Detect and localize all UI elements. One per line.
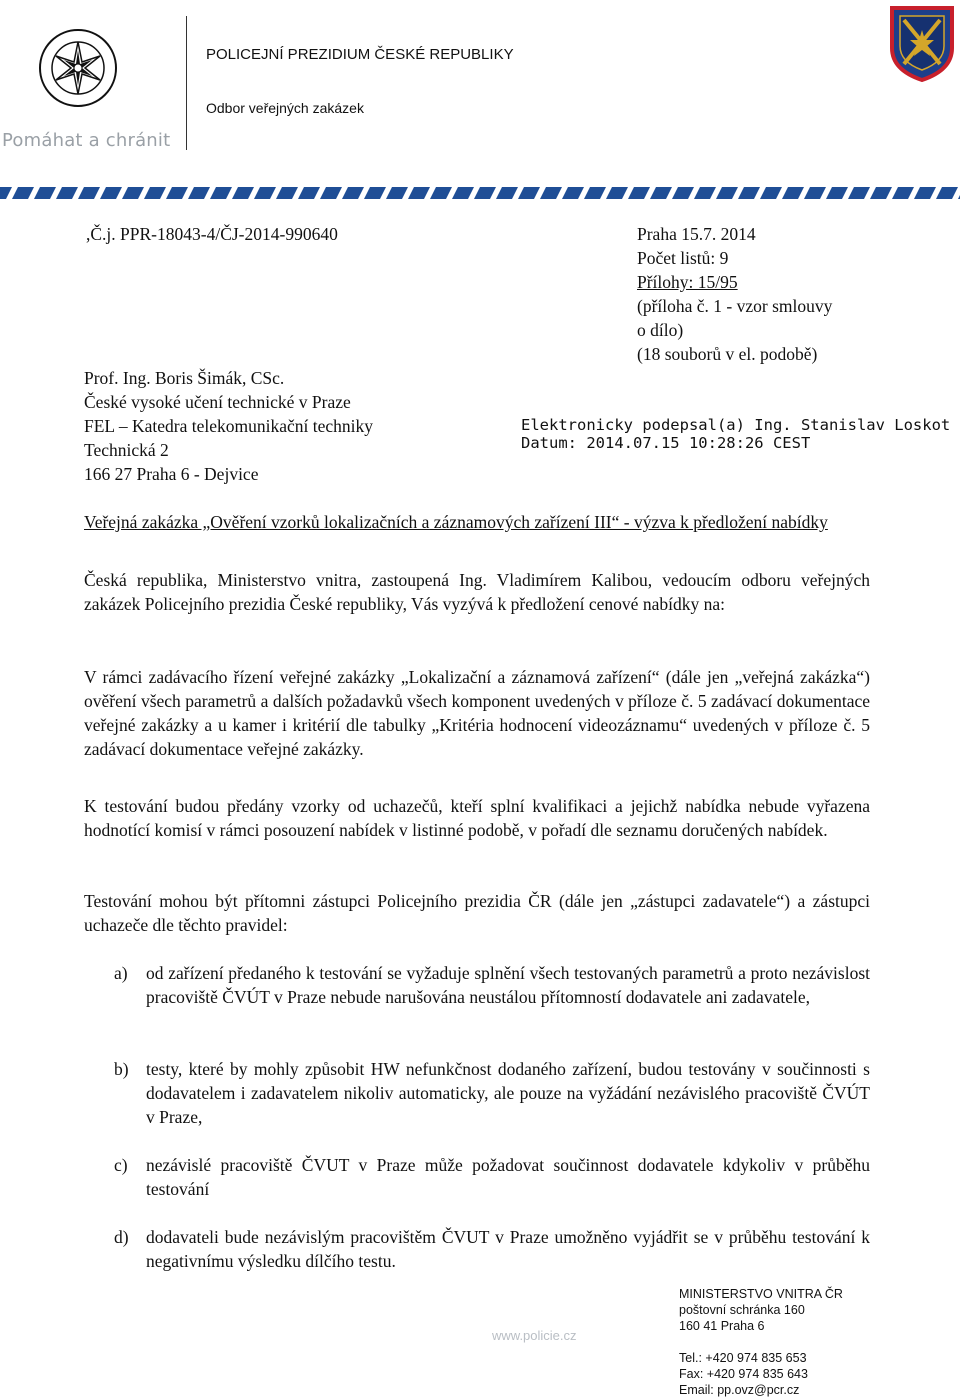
stripe-segment bbox=[452, 187, 474, 199]
recipient-name: Prof. Ing. Boris Šimák, CSc. bbox=[84, 368, 285, 388]
stripe-segment bbox=[276, 187, 298, 199]
stripe-segment bbox=[540, 187, 562, 199]
list-item-text: nezávislé pracoviště ČVUT v Praze může požadovat součinnost dodavatele kdykoliv v průběhu testování bbox=[146, 1155, 870, 1199]
list-marker: b) bbox=[114, 1059, 129, 1079]
stripe-segment bbox=[408, 187, 430, 199]
stripe-segment bbox=[936, 187, 958, 199]
footer-po-box: poštovní schránka 160 bbox=[679, 1303, 805, 1317]
list-item-text: od zařízení předaného k testování se vyžaduje splnění všech testovaných parametrů a proto nezávislost pracoviště ČVÚT v Praze nebude narušována neustálou přítomností dodavatele ani zadavatele, bbox=[146, 963, 870, 1007]
list-item-text: testy, které by mohly způsobit HW nefunkčnost dodaného zařízení, budou testovány v součinnosti s dodavatelem i zadavatelem nikoliv automaticky, ale pouze na vyžádání nezávislého pracoviště ČVÚT v Praze, bbox=[146, 1059, 870, 1127]
stripe-segment bbox=[518, 187, 540, 199]
attachment-note-2: o dílo) bbox=[637, 320, 684, 340]
list-item-text: dodavateli bude nezávislým pracovištěm ČVUT v Praze umožněno vyjádřit se v průběhu testování k negativnímu výsledku dílčího testu. bbox=[146, 1227, 870, 1271]
recipient-city: 166 27 Praha 6 - Dejvice bbox=[84, 464, 259, 484]
stripe-segment bbox=[188, 187, 210, 199]
stripe-segment bbox=[496, 187, 518, 199]
stripe-segment bbox=[254, 187, 276, 199]
shield-emblem-icon bbox=[888, 4, 956, 82]
reference-number: ,Č.j. PPR-18043-4/ČJ-2014-990640 bbox=[86, 224, 338, 244]
stripe-segment bbox=[12, 187, 34, 199]
stripe-segment bbox=[782, 187, 804, 199]
stripe-segment bbox=[716, 187, 738, 199]
paragraph-samples: K testování budou předány vzorky od uchazečů, kteří splní kvalifikaci a jejichž nabídka nebude vyřazena hodnotící komisí v rámci posouzení nabídek v listinné podobě, v pořadí dle seznamu doručených nabídek. bbox=[84, 796, 870, 840]
stripe-segment bbox=[738, 187, 760, 199]
stripe-segment bbox=[166, 187, 188, 199]
stripe-segment bbox=[0, 187, 12, 199]
stripe-segment bbox=[78, 187, 100, 199]
list-marker: a) bbox=[114, 963, 128, 983]
footer-website: www.policie.cz bbox=[492, 1328, 577, 1343]
stripe-segment bbox=[386, 187, 408, 199]
stripe-segment bbox=[848, 187, 870, 199]
list-item bbox=[114, 1153, 870, 1201]
list-item bbox=[114, 961, 870, 1009]
header-divider bbox=[186, 16, 187, 150]
attachment-note-3: (18 souborů v el. podobě) bbox=[637, 344, 818, 364]
police-star-logo bbox=[38, 28, 118, 108]
stripe-segment bbox=[694, 187, 716, 199]
stripe-segment bbox=[232, 187, 254, 199]
stripe-segment bbox=[672, 187, 694, 199]
footer-fax: Fax: +420 974 835 643 bbox=[679, 1367, 808, 1381]
recipient-address bbox=[84, 366, 373, 486]
list-marker: c) bbox=[114, 1155, 128, 1175]
recipient-department: FEL – Katedra telekomunikační techniky bbox=[84, 416, 373, 436]
paragraph-intro: Česká republika, Ministerstvo vnitra, zastoupená Ing. Vladimírem Kalibou, vedoucím odboru veřejných zakázek Policejního prezidia České republiky, Vás vyzývá k předložení cenové nabídky na: bbox=[84, 570, 870, 614]
stripe-segment bbox=[628, 187, 650, 199]
stripe-segment bbox=[100, 187, 122, 199]
sheet-count: Počet listů: 9 bbox=[637, 248, 729, 268]
stripe-segment bbox=[342, 187, 364, 199]
footer-ministry: MINISTERSTVO VNITRA ČR bbox=[679, 1287, 843, 1301]
recipient-institution: České vysoké učení technické v Praze bbox=[84, 392, 351, 412]
attachment-note-1: (příloha č. 1 - vzor smlouvy bbox=[637, 296, 833, 316]
stripe-segment bbox=[56, 187, 78, 199]
stripe-segment bbox=[804, 187, 826, 199]
footer-phone: Tel.: +420 974 835 653 bbox=[679, 1351, 807, 1365]
stripe-segment bbox=[122, 187, 144, 199]
list-item bbox=[114, 1225, 870, 1273]
signature-date: Datum: 2014.07.15 10:28:26 CEST bbox=[521, 434, 811, 452]
stripe-segment bbox=[606, 187, 628, 199]
stripe-segment bbox=[364, 187, 386, 199]
organization-name: POLICEJNÍ PREZIDIUM ČESKÉ REPUBLIKY bbox=[206, 46, 514, 63]
stripe-segment bbox=[320, 187, 342, 199]
footer-spacer bbox=[679, 1334, 843, 1350]
stripe-segment bbox=[474, 187, 496, 199]
footer-contact bbox=[679, 1286, 843, 1398]
stripe-segment bbox=[826, 187, 848, 199]
stripe-segment bbox=[298, 187, 320, 199]
stripe-segment bbox=[34, 187, 56, 199]
stripe-segment bbox=[760, 187, 782, 199]
stripe-segment bbox=[562, 187, 584, 199]
list-item bbox=[114, 1057, 870, 1129]
stripe-segment bbox=[430, 187, 452, 199]
signature-signer: Elektronicky podepsal(a) Ing. Stanislav Loskot bbox=[521, 416, 951, 434]
attachments: Přílohy: 15/95 bbox=[637, 272, 738, 292]
footer-email: Email: pp.ovz@pcr.cz bbox=[679, 1383, 800, 1397]
list-marker: d) bbox=[114, 1227, 129, 1247]
electronic-signature bbox=[521, 416, 950, 452]
header-stripe bbox=[0, 186, 960, 198]
stripe-segment bbox=[584, 187, 606, 199]
place-date: Praha 15.7. 2014 bbox=[637, 224, 756, 244]
stripe-segment bbox=[914, 187, 936, 199]
stripe-segment bbox=[144, 187, 166, 199]
document-meta bbox=[637, 222, 832, 366]
subject-line: Veřejná zakázka „Ověření vzorků lokalizačních a záznamových zařízení III“ - výzva k předložení nabídky bbox=[84, 512, 828, 532]
department-name: Odbor veřejných zakázek bbox=[206, 100, 364, 116]
stripe-segment bbox=[210, 187, 232, 199]
slogan: Pomáhat a chránit bbox=[2, 130, 171, 151]
paragraph-scope: V rámci zadávacího řízení veřejné zakázky „Lokalizační a záznamová zařízení“ (dále jen „veřejná zakázka“) ověření všech parametrů a dalších požadavků všech komponent uvedených v příloze č. 5 zadávací dokumentace veřejné zakázky a u kamer i kritérií dle tabulky „Kritéria hodnocení videozáznamu“ uvedených v příloze č. 5 zadávací dokumentace veřejné zakázky. bbox=[84, 667, 870, 759]
stripe-segment bbox=[650, 187, 672, 199]
footer-postal: 160 41 Praha 6 bbox=[679, 1319, 765, 1333]
recipient-street: Technická 2 bbox=[84, 440, 169, 460]
paragraph-rules-intro: Testování mohou být přítomni zástupci Policejního prezidia ČR (dále jen „zástupci zadavatele“) a zástupci uchazeče dle těchto pravidel: bbox=[84, 891, 870, 935]
stripe-segment bbox=[870, 187, 892, 199]
stripe-segment bbox=[892, 187, 914, 199]
